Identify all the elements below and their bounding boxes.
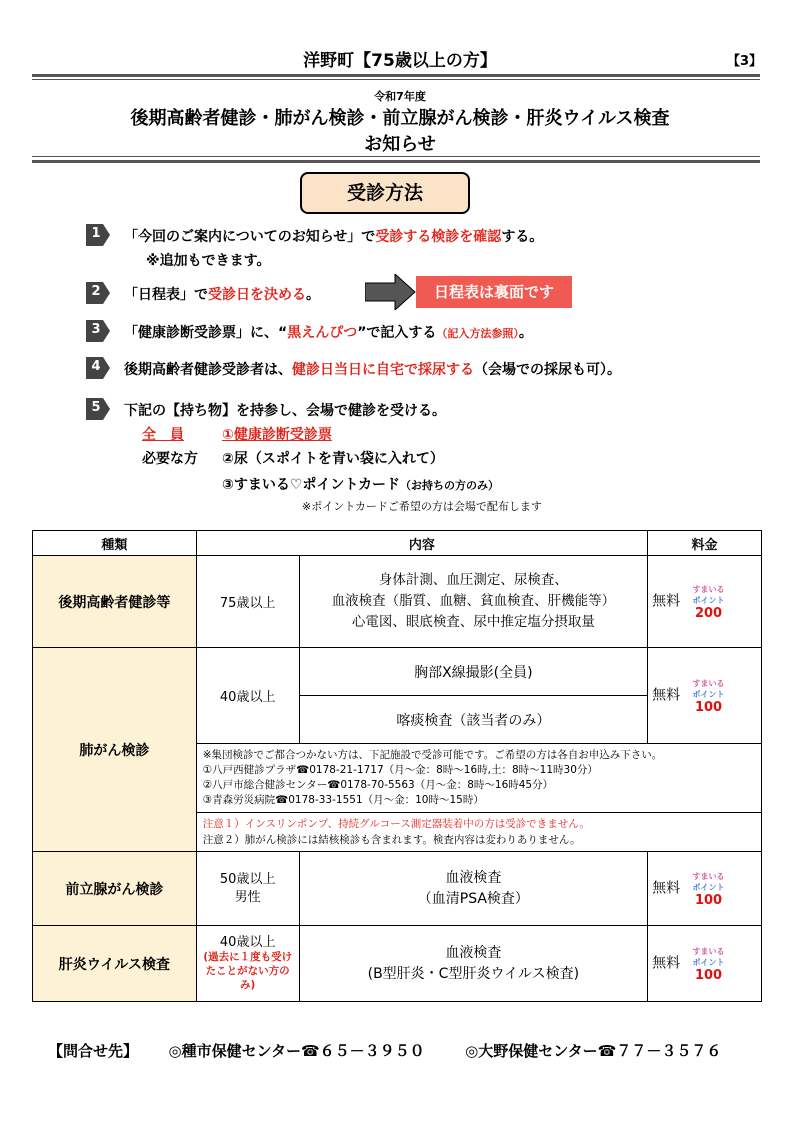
schedule-callout: 日程表は裏面です	[416, 276, 572, 308]
fee-hai: 無料 すまいる ポイント 100	[648, 648, 762, 744]
contact-footer	[48, 1040, 721, 1061]
step-3-badge: 3	[86, 320, 110, 342]
document-title-line2: お知らせ	[364, 134, 436, 155]
header-fee: 料金	[648, 531, 762, 556]
kind-zenritsu: 前立腺がん検診	[33, 852, 197, 926]
page-header-title: 洋野町【75歳以上の方】	[303, 51, 497, 71]
content-kouki: 身体計測、血圧測定、尿検査、 血液検査（脂質、血糖、貧血検査、肝機能等） 心電図、眼底検査、尿中推定塩分摂取量	[299, 556, 647, 648]
contact-label: 【問合せ先】	[48, 1042, 139, 1060]
fiscal-year: 令和7年度	[374, 90, 426, 103]
table-row	[33, 648, 762, 696]
hai-facility-note: ※集団検診でご都合つかない方は、下記施設で受診可能です。ご希望の方は各自お申込み下さい。 ①八戸西健診プラザ☎0178-21-1717（月～金：8時～16時,土：8時～11時30分） ②八戸市総合健診センター☎0178-70-5563（月～金：8時～16時45分） ③青森労災病院☎0178-33-1551（月～金：10時～15時）	[196, 744, 761, 813]
fee-zenritsu: 無料 すまいる ポイント 100	[648, 852, 762, 926]
items-needed-urine: ②尿（スポイトを青い袋に入れて）	[222, 451, 444, 467]
header-rule-thin	[32, 79, 760, 80]
header-content: 内容	[196, 531, 647, 556]
step-1-text: 「今回のご案内についてのお知らせ」で受診する検診を確認する。	[124, 229, 544, 245]
exam-table	[32, 530, 762, 1002]
step-2-text: 「日程表」で受診日を決める。	[124, 287, 320, 303]
card-note: ※ポイントカードご希望の方は会場で配布します	[302, 500, 542, 513]
smile-point-icon: すまいる ポイント 200	[692, 585, 725, 621]
step-5-text: 下記の【持ち物】を持参し、会場で健診を受ける。	[124, 403, 446, 419]
title-rule	[32, 160, 760, 163]
hai-caution: 注意１）インスリンポンプ、持続グルコース測定器装着中の方は受診できません。 注意２）肺がん検診には結核検診も含まれます。検査内容は変わりありません。	[196, 813, 761, 852]
smile-point-icon: すまいる ポイント 100	[692, 679, 725, 715]
age-kanen: 40歳以上 (過去に１度も受けたことがない方のみ)	[196, 926, 299, 1002]
kind-hai: 肺がん検診	[33, 648, 197, 852]
items-all-label: 全 員	[142, 427, 184, 443]
document-title: 後期高齢者健診・肺がん検診・前立腺がん検診・肝炎ウイルス検査	[130, 108, 670, 129]
smile-point-icon: すまいる ポイント 100	[692, 872, 725, 908]
step-1-note: ※追加もできます。	[146, 253, 271, 269]
table-row	[33, 556, 762, 648]
items-needed-label: 必要な方	[142, 451, 198, 467]
header-rule	[32, 74, 760, 77]
contact-taneichi: ◎種市保健センター☎６５－３９５０	[168, 1042, 425, 1060]
method-heading: 受診方法	[300, 172, 470, 214]
table-row	[33, 852, 762, 926]
step-1-badge: 1	[86, 224, 110, 246]
kind-kouki: 後期高齢者健診等	[33, 556, 197, 648]
age-kouki: 75歳以上	[196, 556, 299, 648]
age-zenritsu: 50歳以上 男性	[196, 852, 299, 926]
step-5-badge: 5	[86, 398, 110, 420]
items-all-value: ①健康診断受診票	[222, 427, 332, 443]
content-zenritsu: 血液検査 （血清PSA検査）	[299, 852, 647, 926]
step-3-text: 「健康診断受診票」に、“黒えんぴつ”で記入する（記入方法参照）。	[124, 325, 533, 341]
step-2-badge: 2	[86, 282, 110, 304]
table-row	[33, 926, 762, 1002]
title-rule-thin	[32, 156, 760, 157]
contact-ono: ◎大野保健センター☎７７－３５７６	[465, 1042, 722, 1060]
content-hai-1: 胸部X線撮影(全員)	[299, 648, 647, 696]
step-4-badge: 4	[86, 357, 110, 379]
right-arrow-icon	[365, 274, 417, 314]
page-number: 【3】	[726, 54, 762, 69]
content-hai-2: 喀痰検査（該当者のみ）	[299, 696, 647, 744]
smile-point-icon: すまいる ポイント 100	[692, 947, 725, 983]
kind-kanen: 肝炎ウイルス検査	[33, 926, 197, 1002]
table-header-row	[33, 531, 762, 556]
step-4-text: 後期高齢者健診受診者は、健診日当日に自宅で採尿する（会場での採尿も可）。	[124, 362, 621, 378]
header-kind: 種類	[33, 531, 197, 556]
fee-kanen: 無料 すまいる ポイント 100	[648, 926, 762, 1002]
age-hai: 40歳以上	[196, 648, 299, 744]
items-needed-card: ③すまいる♡ポイントカード（お持ちの方のみ）	[222, 477, 499, 493]
content-kanen: 血液検査 (B型肝炎・C型肝炎ウイルス検査)	[299, 926, 647, 1002]
fee-kouki: 無料 すまいる ポイント 200	[648, 556, 762, 648]
